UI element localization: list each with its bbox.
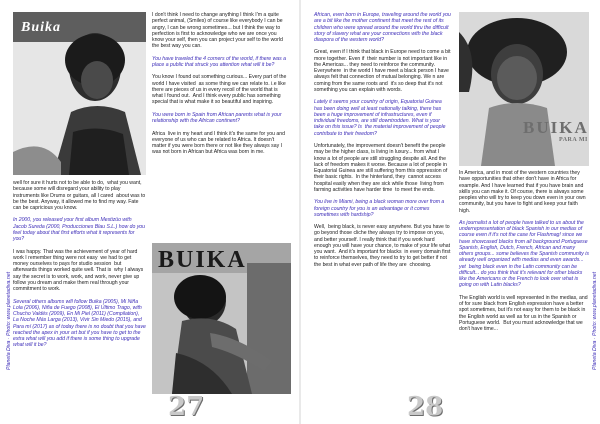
paragraph: I was happy. That was the achievement of year of hard work I remember thing were not easy we had to get money ourselves to pays for studio session but afterwards things worked quite well. That is why I always say the secret is to work, work, and work, never give up follow you dream and make them real through your commitment to work. [13, 248, 145, 293]
right-page-side-label: Planeta Diva · Photo: www.planetadiva.net [592, 271, 598, 370]
buika-logo-top: Buika [21, 20, 62, 35]
left-page-right-column [152, 12, 288, 162]
question: Several others albums will follow Buika (2005), Mi Niña Lola (2006), Niña de Fuego (2008), El Último Trago, with Chucho Valdés (2009), En Mi Piel (2011) (Compilation), La Noche Más Larga (2013), Vivir Sin Miedo (2015), and Para mí (2017) as of today there is no doubt that you have reached the apex in your art but if you have to get to the extra what will you add if there is some thing to upgrade what will it be? [13, 298, 148, 349]
paragraph: The English world is well represented in the medias, and of for sure black from English expression have a better spot sometimes, but it's not easy for them to be black in the English world as well as for us in the Spanish or Portuguese world. But you must acknowledge that we don't have time... [459, 294, 590, 333]
buika-portrait-photo [13, 12, 146, 175]
question: You were born in Spain from African parents what is your relationship with the African continent? [152, 111, 283, 125]
para-mi-subtitle: PARA MI [559, 137, 588, 143]
paragraph: Africa live in my heart and I think it's the same for you and everyone of us who can be related to Africa. It doesn't matter if you were born there or not like they always say I was not born in African but Africa was born in me. [152, 130, 287, 156]
left-page-side-label: Planeta Diva · Photo: www.planetadiva.net [6, 271, 12, 370]
question: As journalist a lot of people have talked to us about the underrepresentation of black Spanish in our medias of course even if it's not the case for Flashmag! since we have showcased blacks from all background Portuguese Spanish, English, Dutch, French, African and many others groups... some believes the Spanish community is already well organized with medias and even awards... yet being black even in the Latin community can be difficult... do you think that it's relevant for other blacks like the Americans or the French to look over what is going on with Latin blacks? [459, 219, 591, 289]
buika-para-mi-cover [459, 12, 589, 166]
paragraph: Great, even if I think that black in Europe need to come a bit more together. Even if their number is not important like in the Americas... they need to reinforce the community. Everywhere in the world I have meet a black person I have always felt that connection of mutual belonging. We n are coming from the same roots and it's so deep that it's not something you can explain with words. [314, 49, 453, 93]
right-page [301, 0, 600, 424]
question: In 2000, you released your first album Mestizüo with Jacob Sureda (2000, Producciones Blau S.L.) how do you feel today about that first efforts what it represents for you? [13, 217, 147, 243]
right-page-left-column [314, 12, 451, 274]
page-number-right: 28 [407, 392, 444, 422]
paragraph: You know I found out something curious... Every part of the world I have visited as some thing we can relate to. i.e like there are pieces of us in every recoil of the world that is what I found out. And I think every public has something special that is what make it so beautiful and inspiring. [152, 74, 288, 106]
right-page-right-column [459, 170, 589, 339]
paragraph: I don't think I need to change anything I think I'm a quite perfect animal, (Smiles) of course like everybody I can be angry, I can be wrong sometimes... but I think the way to perfection is first to acknowledge who we are once you know your self, then you can project your self to the world the best way you can. [152, 12, 285, 50]
buika-para-mi-logo: BUIKA [523, 118, 589, 137]
paragraph: well for sure it hurts not to be able to do, what you want, because some will disregard your ability to play instruments like Drums or guitars, all I cared about was to be the best. Anyway, it allowed me to find my way. Fate can be capricious you know. [13, 180, 147, 211]
question: African, even born in Europe, traveling around the world you are a bit like the mother continent that meet the rest of its children who were spread around the world thru the difficult story of slavery what are your connections with the black diaspora of the western world? [314, 12, 453, 43]
question: You have traveled the 4 corners of the world, if there was a place a public that struck you attention what will it be? [152, 55, 288, 68]
paragraph: In America, and in most of the western countries they have opportunities that other don't have in Africa for example. And I have learned that if you have brain and skills you can make it. Of course, there is always some peoples who will try to keep you down even in your own community, but you have to fight and keep your faith high. [459, 170, 588, 214]
left-column-text [13, 180, 146, 355]
portrait-silhouette [13, 12, 146, 175]
paragraph: Well, being black, is never easy anywhere. But you have to go beyond those cliche they always try to impose on you, and better yourself. I really think that if you work hard enough you will have your chance, to make of your life what you want. And it's important for blacks in every domain first to reinforce themselves, they need to try to get better if not the best in what ever path of life they are choosing. [314, 224, 452, 268]
question: Lately it seems your country of origin, Equatorial Guinea has been doing well at least nationally talking, there has been a huge improvement of infrastructures, even if individual freedoms, are still downtrodden. What is your take on this issue? Is the material improvement of people contribute to their freedom? [314, 99, 447, 137]
left-page [0, 0, 299, 424]
page-number-left: 27 [168, 392, 205, 422]
buika-album-photo [152, 243, 291, 394]
question: You live in Miami, being a black woman more over from a foreign country for you is an advantage or it comes sometimes with hardship? [314, 199, 446, 218]
buika-album-logo: BUIKA [158, 247, 247, 273]
paragraph: Unfortunately, the improvement doesn't benefit the people may be the higher class, is living in luxury... from what I know a lot of people are still struggling despite all. And the lack of freedom makes it worse. Because a lot of people in Equatorial Guinea are still suffering from this oppression of their basic rights. In the hinterland, they cannot access hospital easily when they are sick while those living from farming activities have harder time to meet the ends. [314, 143, 449, 193]
